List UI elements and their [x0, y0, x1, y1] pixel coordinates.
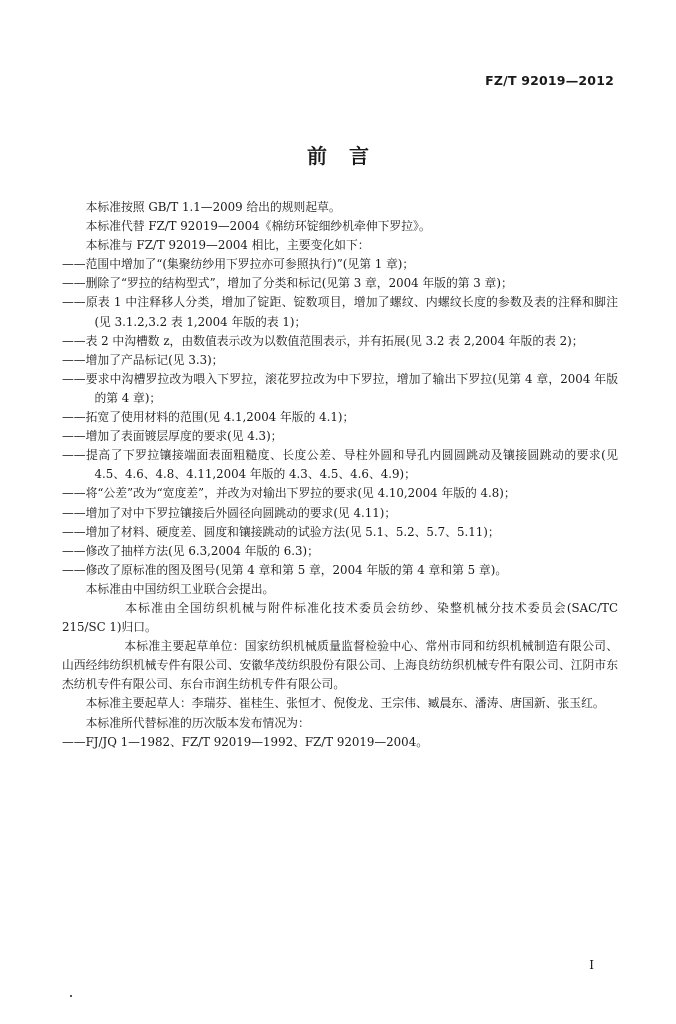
- drafting-units-text: 本标准主要起草单位：国家纺织机械质量监督检验中心、常州市同和纺织机械制造有限公司、山西经纬纺织机械专件有限公司、安徽华茂纺织股份有限公司、上海良纺纺织机械专件有限公司、江阴市东杰纺机专件有限公司、东台市润生纺机专件有限公司。: [62, 639, 618, 692]
- drafting-units-paragraph: [0, 637, 618, 694]
- foreword-body: [62, 198, 618, 752]
- change-item: ——增加了产品标记(见 3.3)；: [62, 352, 224, 367]
- standard-number: FZ/T 92019—2012: [485, 73, 614, 88]
- history-item: ——FJ/JQ 1—1982、FZ/T 92019—1992、FZ/T 92019—2004。: [62, 734, 428, 749]
- change-item: ——拓宽了使用材料的范围(见 4.1,2004 年版的 4.1)；: [62, 410, 355, 425]
- intro-paragraph: 本标准代替 FZ/T 92019—2004《棉纺环锭细纱机牵伸下罗拉》。: [85, 219, 431, 234]
- change-item: ——将“公差”改为“宽度差”，并改为对输出下罗拉的要求(见 4.10,2004 年版的 4.8)；: [62, 486, 516, 501]
- drafters-paragraph: 本标准主要起草人：李瑞芬、崔桂生、张恒才、倪俊龙、王宗伟、臧晨东、潘涛、唐国新、张玉红。: [85, 696, 605, 711]
- change-item: ——删除了“罗拉的结构型式”，增加了分类和标记(见第 3 章，2004 年版的第 3 章)；: [62, 276, 513, 291]
- intro-paragraph: 本标准按照 GB/T 1.1—2009 给出的规则起草。: [85, 200, 341, 214]
- change-item: ——修改了抽样方法(见 6.3,2004 年版的 6.3)；: [62, 543, 319, 558]
- change-item: ——原表 1 中注释移人分类，增加了锭距、锭数项目，增加了螺纹、内螺纹长度的参数及表的注释和脚注(见 3.1.2,3.2 表 1,2004 年版的表 1)；: [62, 295, 618, 329]
- committee-text: 本标准由全国纺织机械与附件标准化技术委员会纺纱、染整机械分技术委员会(SAC/TC 215/SC 1)归口。: [62, 600, 618, 635]
- change-item: ——增加了表面镀层厚度的要求(见 4.3)；: [62, 429, 283, 444]
- change-item: ——要求中沟槽罗拉改为喂入下罗拉，滚花罗拉改为中下罗拉，增加了输出下罗拉(见第 4 章，2004 年版的第 4 章)；: [62, 371, 618, 405]
- proposer-paragraph: 本标准由中国纺织工业联合会提出。: [85, 581, 275, 596]
- history-intro-paragraph: 本标准所代替标准的历次版本发布情况为：: [85, 715, 310, 730]
- intro-paragraph: 本标准与 FZ/T 92019—2004 相比，主要变化如下：: [85, 238, 370, 253]
- page-number: I: [589, 958, 594, 972]
- change-item: ——表 2 中沟槽数 z，由数值表示改为以数值范围表示，并有拓展(见 3.2 表 2,2004 年版的表 2)；: [62, 333, 584, 348]
- change-item: ——范围中增加了“(集聚纺纱用下罗拉亦可参照执行)”(见第 1 章)；: [62, 257, 415, 272]
- change-item: ——提高了下罗拉镶接端面表面粗糙度、长度公差、导柱外圆和导孔内圆圆跳动及镶接圆跳动的要求(见 4.5、4.6、4.8、4.11,2004 年版的 4.3、4.5、4.6、4.9)；: [62, 448, 618, 482]
- scan-speck: [70, 995, 72, 997]
- committee-paragraph: [0, 599, 618, 637]
- change-item: ——增加了材料、硬度差、圆度和镶接跳动的试验方法(见 5.1、5.2、5.7、5.11)；: [62, 524, 500, 539]
- change-item: ——修改了原标准的图及图号(见第 4 章和第 5 章，2004 年版的第 4 章和第 5 章)。: [62, 562, 508, 577]
- change-item: ——增加了对中下罗拉镶接后外圆径向圆跳动的要求(见 4.11)；: [62, 505, 397, 520]
- page-title: 前言: [307, 144, 391, 168]
